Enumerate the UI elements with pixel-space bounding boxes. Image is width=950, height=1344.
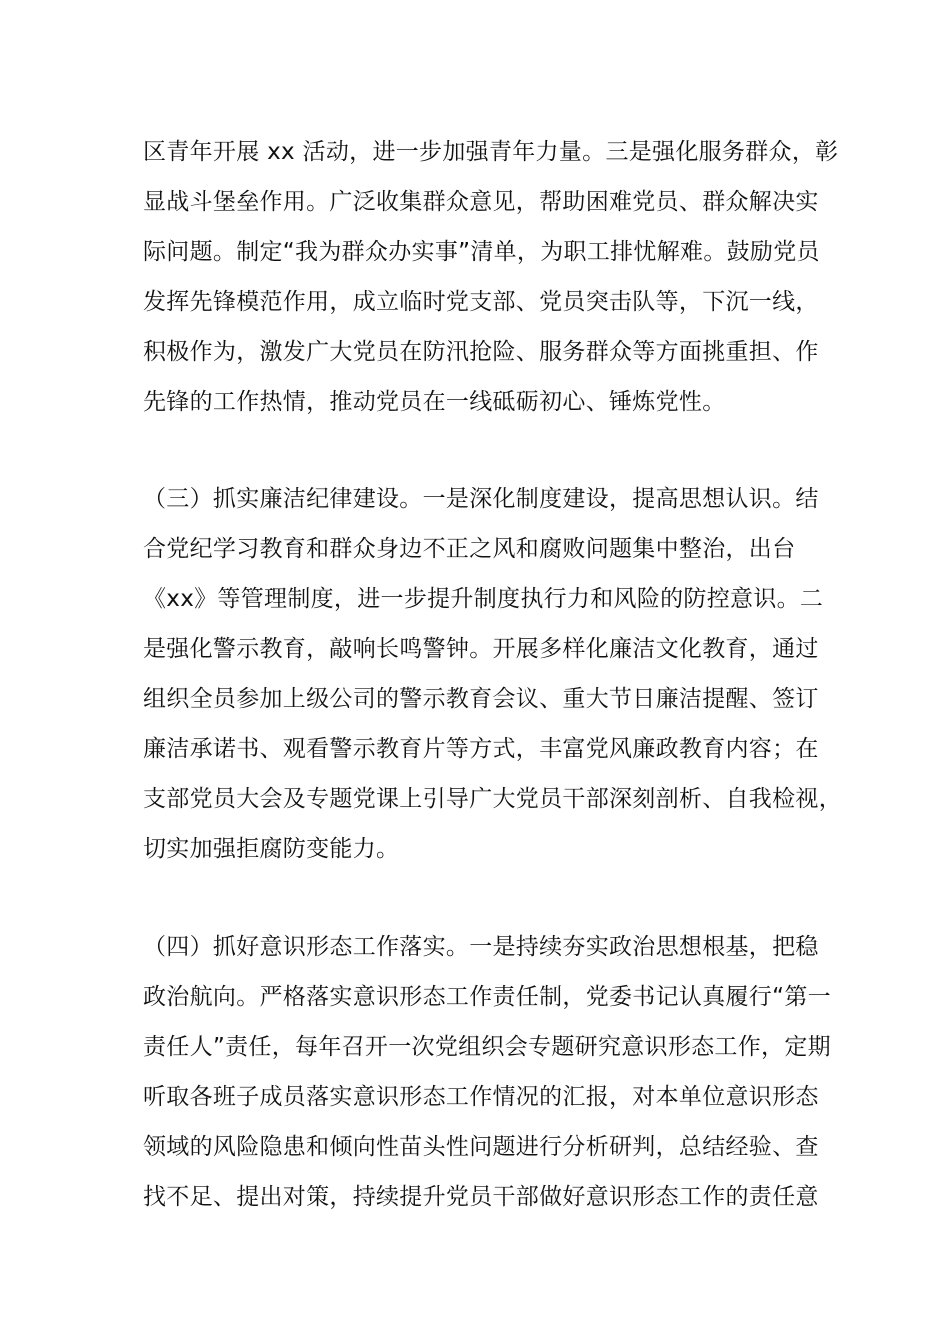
text-line: 发挥先锋模范作用，成立临时党支部、党员突击队等，下沉一线， [143, 289, 819, 315]
text-line: （三）抓实廉洁纪律建设。一是深化制度建设，提高思想认识。结 [143, 486, 819, 512]
text-line: 区青年开展 xx 活动，进一步加强青年力量。三是强化服务群众，彰 [143, 139, 839, 165]
text-line: 合党纪学习教育和群众身边不正之风和腐败问题集中整治，出台 [143, 536, 796, 562]
text-line: 领域的风险隐患和倾向性苗头性问题进行分析研判，总结经验、查 [143, 1134, 819, 1160]
text-line: 积极作为，激发广大党员在防汛抢险、服务群众等方面挑重担、作 [143, 339, 819, 365]
paragraph-ideology-work [143, 922, 843, 1222]
text-line: 显战斗堡垒作用。广泛收集群众意见，帮助困难党员、群众解决实 [143, 189, 819, 215]
text-line: 《xx》等管理制度，进一步提升制度执行力和风险的防控意识。二 [143, 586, 824, 612]
text-line: （四）抓好意识形态工作落实。一是持续夯实政治思想根基，把稳 [143, 934, 819, 960]
text-line: 先锋的工作热情，推动党员在一线砥砺初心、锤炼党性。 [143, 389, 726, 415]
text-line: 是强化警示教育，敲响长鸣警钟。开展多样化廉洁文化教育，通过 [143, 636, 819, 662]
text-line: 找不足、提出对策，持续提升党员干部做好意识形态工作的责任意 [143, 1184, 819, 1210]
paragraph-integrity-discipline [143, 474, 843, 874]
text-line: 听取各班子成员落实意识形态工作情况的汇报，对本单位意识形态 [143, 1084, 819, 1110]
text-line: 责任人”责任，每年召开一次党组织会专题研究意识形态工作，定期 [143, 1034, 831, 1060]
text-line: 支部党员大会及专题党课上引导广大党员干部深刻剖析、自我检视， [143, 786, 842, 812]
paragraph-youth-and-service [143, 127, 843, 427]
text-line: 政治航向。严格落实意识形态工作责任制，党委书记认真履行“第一 [143, 984, 831, 1010]
text-line: 际问题。制定“我为群众办实事”清单，为职工排忧解难。鼓励党员 [143, 239, 820, 265]
text-line: 切实加强拒腐防变能力。 [143, 836, 400, 862]
text-line: 组织全员参加上级公司的警示教育会议、重大节日廉洁提醒、签订 [143, 686, 819, 712]
text-line: 廉洁承诺书、观看警示教育片等方式，丰富党风廉政教育内容；在 [143, 736, 819, 762]
